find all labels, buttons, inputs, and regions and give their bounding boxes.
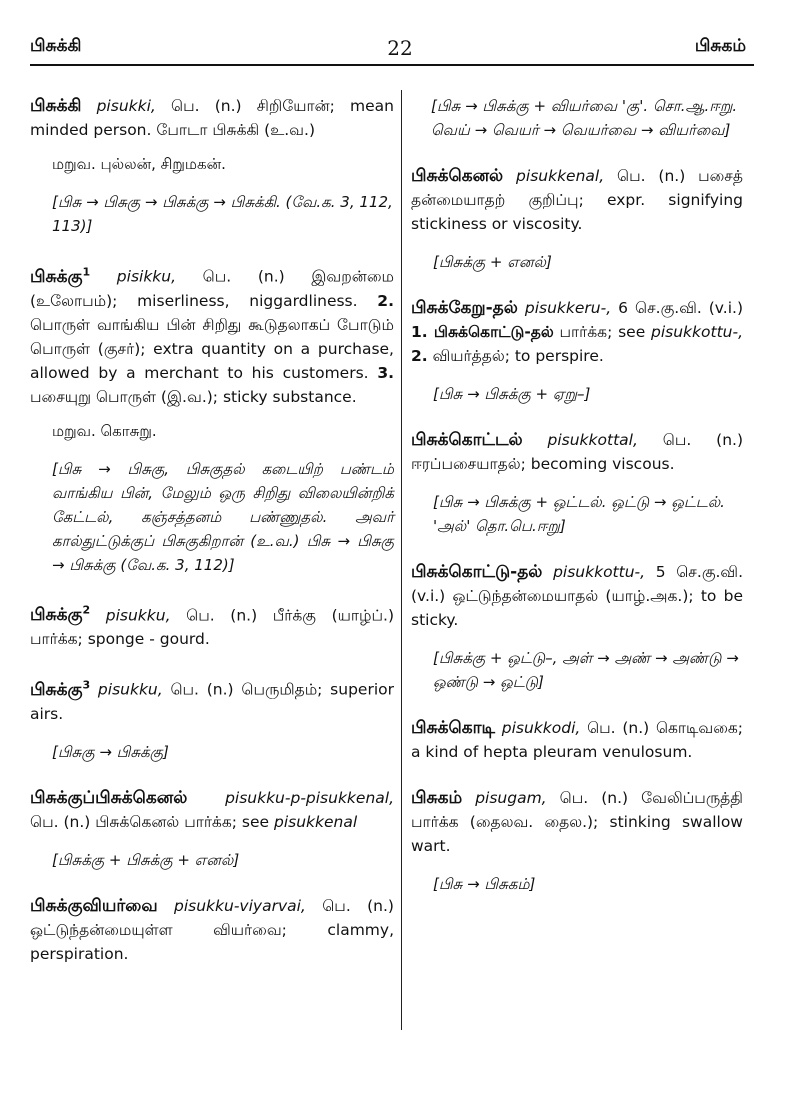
entry-pisukku-3 bbox=[30, 673, 394, 764]
headword: பிசுக்கொடி bbox=[411, 718, 495, 738]
transliteration: pisukkeru-, bbox=[524, 299, 612, 317]
definition-1: பெ. (n.) இவறன்மை (உலோபம்); miserliness, niggardliness. bbox=[30, 267, 394, 310]
homonym-number: 3 bbox=[82, 678, 91, 692]
cross-reference: பிசுக்கொட்டு-தல் bbox=[427, 323, 554, 341]
etymology: [பிசு → பிசுகு, பிசுகுதல் கடையிற் பண்டம் வாங்கிய பின், மேலும் ஒரு சிறிது விலையின்றிக் கேட்டல், கஞ்சத்தனம் பண்ணுதல். அவர் கால்துட்டுக்குப் பிசுகுகிறான் (உ.வ.) பிசு → பிசுகு → பிசுக்கு (வே.க. 3, 112)] bbox=[52, 459, 394, 574]
etymology: [பிசுக்கு + பிசுக்கு + எனல்] bbox=[52, 850, 240, 869]
etymology: [பிசுக்கு + ஒட்டு–, அள் → அண் → அண்டு → ஒண்டு → ஒட்டு] bbox=[433, 649, 739, 691]
definition: பெ. (n.) ஈரப்பசையாதல்; becoming viscous. bbox=[411, 431, 743, 473]
transliteration: pisukki, bbox=[96, 97, 156, 115]
entry-pisukku-1 bbox=[30, 260, 394, 577]
transliteration: pisukku-viyarvai, bbox=[174, 896, 306, 915]
sense-number: 2. bbox=[377, 291, 394, 310]
headword: பிசுக்கேறு-தல் bbox=[411, 298, 518, 318]
headword: பிசுக்கி bbox=[30, 96, 82, 116]
column-divider bbox=[401, 90, 402, 1030]
definition: பெ. (n.) வேலிப்பருத்தி பார்க்க (தைலவ. தைல.); stinking swallow wart. bbox=[411, 789, 743, 855]
transliteration: pisikku, bbox=[116, 267, 177, 286]
page-number: 22 bbox=[387, 36, 413, 60]
definition: பெ. (n.) கொடிவகை; a kind of hepta pleuram venulosum. bbox=[411, 719, 744, 761]
definition-3: பசையுறு பொருள் (இ.வ.); sticky substance. bbox=[30, 387, 357, 406]
header-rule bbox=[30, 64, 754, 66]
homonym-number: 1 bbox=[82, 265, 91, 278]
header-first-word: பிசுக்கி bbox=[30, 36, 82, 56]
entry-pisukki bbox=[30, 94, 394, 238]
etymology: [பிசு → பிசுக்கு + ஏறு–] bbox=[433, 385, 591, 403]
headword: பிசுகம் bbox=[411, 788, 463, 808]
transliteration: pisukku, bbox=[97, 680, 163, 699]
headword: பிசுக்கு$^1$ bbox=[30, 265, 91, 287]
headword: பிசுக்கொட்டல் bbox=[411, 430, 523, 450]
headword: பிசுக்கொட்டு-தல் bbox=[411, 562, 543, 582]
right-column bbox=[411, 94, 743, 918]
headword: பிசுக்குப்பிசுக்கெனல் bbox=[30, 787, 188, 808]
headword: பிசுக்கு$^2$ bbox=[30, 603, 91, 626]
left-column bbox=[30, 94, 394, 988]
definition: பெ. (n.) ஒட்டுந்தன்மையுள்ள வியர்வை; clammy, perspiration. bbox=[30, 896, 394, 963]
definition: 5 செ.கு.வி. (v.i.) ஒட்டுந்தன்மையாதல் (யாழ்.அக.); to be sticky. bbox=[411, 563, 743, 629]
see-reference: pisukkenal bbox=[273, 812, 358, 831]
definition: பெ. (n.) பிசுக்கெனல் பார்க்க; see bbox=[30, 812, 274, 831]
definition: பெ. (n.) பெருமிதம்; superior airs. bbox=[30, 680, 394, 723]
definition-1: பார்க்க; see bbox=[553, 323, 652, 341]
sense-number: 2. bbox=[411, 347, 428, 365]
definition: பெ. (n.) பீர்க்கு (யாழ்ப்.) பார்க்க; sponge - gourd. bbox=[30, 606, 394, 649]
entry-pisukkodi bbox=[411, 716, 743, 764]
entry-pisukkeru-tal bbox=[411, 296, 743, 406]
definition-2: பொருள் வாங்கிய பின் சிறிது கூடுதலாகப் போடும் பொருள் (குசர்); extra quantity on a purchase, allowed by a merchant to his customers. bbox=[30, 315, 394, 382]
transliteration: pisugam, bbox=[475, 789, 547, 807]
etymology: [பிசுக்கு + எனல்] bbox=[433, 253, 552, 271]
definition-2: வியர்த்தல்; to perspire. bbox=[427, 347, 604, 365]
transliteration: pisukkenal, bbox=[516, 167, 605, 185]
transliteration: pisukkodi, bbox=[501, 719, 581, 737]
synonyms: மறுவ. கொசுறு. bbox=[52, 421, 157, 440]
headword: பிசுக்குவியர்வை bbox=[30, 895, 158, 916]
entry-pisukkottal bbox=[411, 428, 743, 538]
grammar-label: 6 செ.கு.வி. (v.i.) bbox=[611, 299, 743, 317]
homonym-number: 2 bbox=[82, 603, 91, 617]
etymology-continuation: [பிசு → பிசுக்கு + வியர்வை 'கு'. சொ.ஆ.ஈறு. வெய் → வெயர் → வெயர்வை → வியர்வை] bbox=[431, 97, 738, 139]
etymology: [பிசு → பிசுகு → பிசுக்கு → பிசுக்கி. (வே.க. 3, 112, 113)] bbox=[52, 193, 393, 235]
transliteration: pisukku-p-pisukkenal, bbox=[225, 788, 394, 807]
etymology: [பிசு → பிசுகம்] bbox=[433, 875, 536, 893]
sense-number: 3. bbox=[377, 363, 394, 382]
transliteration: pisukkottal, bbox=[547, 431, 638, 449]
entry-pisugam bbox=[411, 786, 743, 896]
entry-pisukku-viyarvai bbox=[30, 894, 394, 966]
headword: பிசுக்கு$^3$ bbox=[30, 678, 91, 700]
entry-pisukku-p-pisukkenal bbox=[30, 786, 394, 872]
etymology: [பிசு → பிசுக்கு + ஒட்டல். ஒட்டு → ஒட்டல். 'அல்' தொ.பெ.ஈறு] bbox=[433, 493, 725, 535]
entry-pisukkottu-tal bbox=[411, 560, 743, 694]
sense-number: 1. bbox=[411, 323, 428, 341]
headword: பிசுக்கெனல் bbox=[411, 166, 504, 186]
definition: பெ. (n.) பசைத் தன்மையாதற் குறிப்பு; expr. signifying stickiness or viscosity. bbox=[411, 167, 743, 233]
see-reference: pisukkottu-, bbox=[651, 323, 743, 341]
page-header bbox=[0, 0, 800, 66]
definition: பெ. (n.) சிறியோன்; mean minded person. போடா பிசுக்கி (உ.வ.) bbox=[30, 97, 394, 139]
etymology: [பிசுகு → பிசுக்கு] bbox=[52, 742, 169, 761]
entry-pisukku-2 bbox=[30, 599, 394, 652]
transliteration: pisukkottu-, bbox=[553, 563, 646, 581]
header-last-word: பிசுகம் bbox=[694, 36, 746, 56]
synonyms: மறுவ. புல்லன், சிறுமகன். bbox=[52, 155, 226, 173]
entry-pisukkenal bbox=[411, 164, 743, 274]
transliteration: pisukku, bbox=[105, 606, 171, 625]
